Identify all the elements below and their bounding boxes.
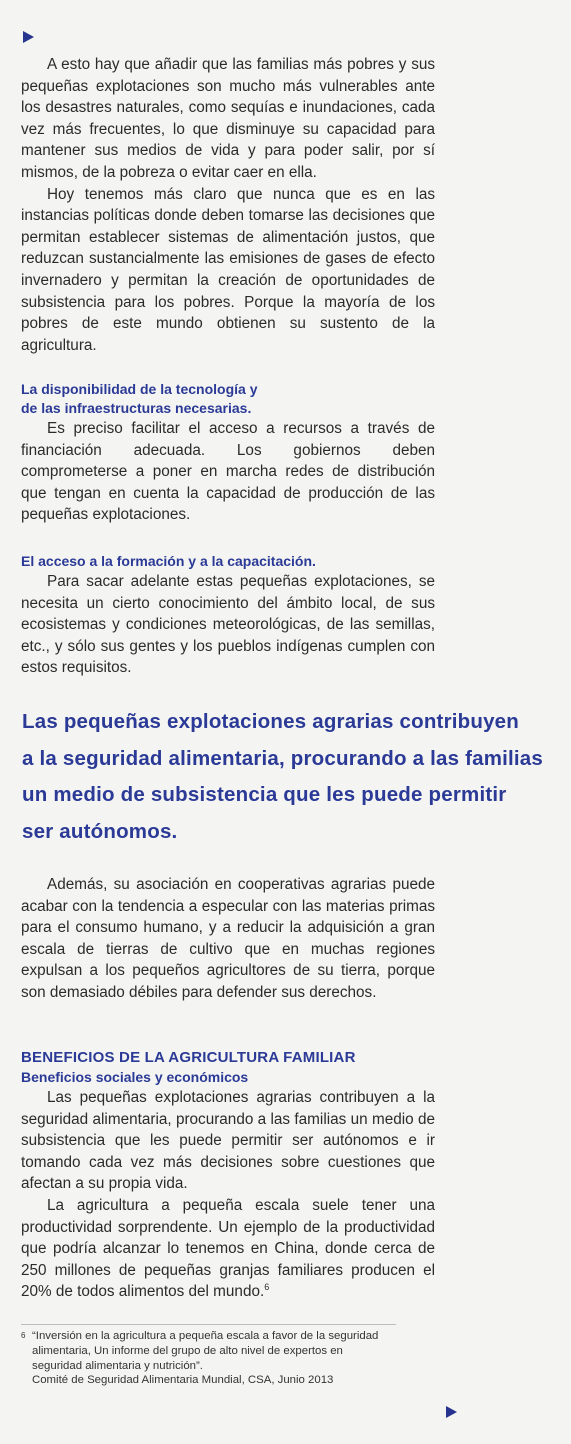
paragraph-politicas: Hoy tenemos más claro que nunca que es en las instancias políticas donde deben tomarse las decisiones que permitan establecer sistemas de alimentación justos, que reduzcan sustancialmente las emisiones de gases de efecto invernadero y permitan la creación de oportunidades de subsistencia para los pobres. Porque la mayoría de los pobres de este mundo obtienen su sustento de la agricultura. — [21, 185, 435, 354]
paragraph-vulnerabilidad: A esto hay que añadir que las familias más pobres y sus pequeñas explotaciones son mucho más vulnerables ante los desastres naturales, como sequías e inundaciones, cada vez más frecuentes, lo que disminuye su capacidad para mantener sus medios de vida y para poder salir, por sí mismos, de la pobreza o evitar caer en ella. — [21, 56, 435, 181]
footnote-number: 6 — [21, 1331, 26, 1340]
pull-quote-line: a la seguridad alimentaria, procurando a las familias — [22, 746, 544, 770]
paragraph-productividad-text: La agricultura a pequeña escala suele tener una productividad sorprendente. Un ejemplo de la productividad que podría alcanzar lo tenemos en China, donde cerca de 250 millones de pequeñas granjas familiares producen el 20% de todos alimentos del mundo. — [21, 1196, 435, 1301]
section-formacion — [21, 552, 435, 679]
footnote-divider — [21, 1324, 396, 1325]
section-tecnologia — [21, 380, 435, 526]
section-beneficios — [21, 1048, 435, 1303]
heading-line: La disponibilidad de la tecnología y — [21, 381, 258, 397]
footnote-line: seguridad alimentaria y nutrición”. — [32, 1359, 203, 1372]
paragraph-financiacion: Es preciso facilitar el acceso a recursos a través de financiación adecuada. Los gobiernos deben comprometerse a poner en marcha redes de distribución que tengan en cuenta la capacidad de producción de las pequeñas explotaciones. — [21, 420, 435, 524]
paragraph-seguridad-alimentaria: Las pequeñas explotaciones agrarias contribuyen a la seguridad alimentaria, procurando a las familias un medio de subsistencia que les puede permitir ser autónomos e ir tomando cada vez más decisiones sobre cuestiones que afectan a su propia vida. — [21, 1089, 435, 1193]
pull-quote-line: un medio de subsistencia que les puede permitir — [22, 783, 507, 806]
cooperativas-block — [21, 874, 435, 1004]
subheading-beneficios-sociales: Beneficios sociales y económicos — [21, 1069, 249, 1085]
section-heading-beneficios: BENEFICIOS DE LA AGRICULTURA FAMILIAR — [21, 1049, 356, 1066]
triangle-right-icon — [446, 1406, 457, 1418]
paragraph-conocimiento-local: Para sacar adelante estas pequeñas explotaciones, se necesita un cierto conocimiento del ámbito local, de sus ecosistemas y condiciones meteorológicas, de las semillas, etc., y sólo sus gentes y los pueblos indígenas cumplen con estos requisitos. — [21, 573, 435, 677]
heading-line: de las infraestructuras necesarias. — [21, 400, 252, 416]
pull-quote-line: ser autónomos. — [22, 819, 178, 843]
triangle-right-icon — [23, 31, 34, 43]
pull-quote-line: Las pequeñas explotaciones agrarias contribuyen — [22, 710, 520, 733]
footnote-source: Comité de Seguridad Alimentaria Mundial, CSA, Junio 2013 — [32, 1374, 334, 1387]
paragraph-cooperativas: Además, su asociación en cooperativas agrarias puede acabar con la tendencia a especular con las materias primas para el consumo humano, y a reducir la adquisición a gran escala de tierras de cultivo que en muchas regiones expulsan a los pequeños agricultores de su tierra, porque son demasiado débiles para defender sus derechos. — [21, 876, 435, 1001]
intro-block — [21, 54, 435, 356]
section-heading-tecnologia — [21, 380, 435, 418]
footnote — [21, 1329, 421, 1388]
section-heading-formacion: El acceso a la formación y a la capacitación. — [21, 553, 316, 569]
footnote-line: alimentaria, Un informe del grupo de alto nivel de expertos en — [32, 1344, 343, 1357]
pull-quote — [22, 704, 562, 850]
footnote-reference: 6 — [264, 1282, 270, 1293]
footnote-line: “Inversión en la agricultura a pequeña escala a favor de la seguridad — [32, 1330, 379, 1342]
paragraph-productividad — [21, 1195, 435, 1303]
